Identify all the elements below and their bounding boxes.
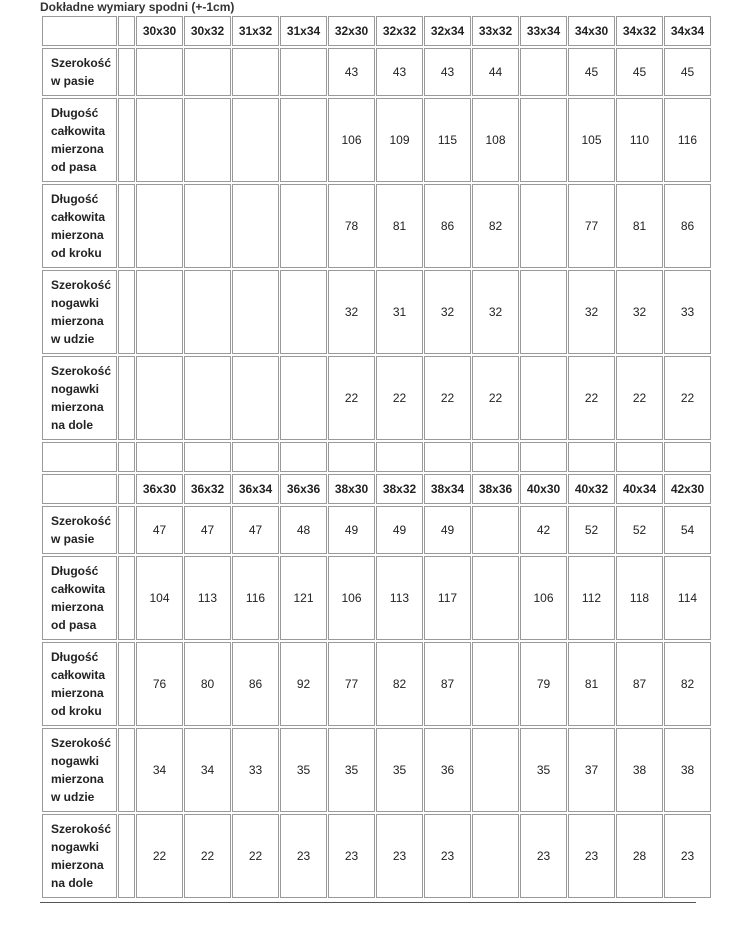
table-value-cell: 48	[280, 506, 327, 554]
row-label-text: Długość całkowita mierzona od kroku	[51, 192, 106, 260]
table-value-cell: 108	[472, 98, 519, 182]
table-value-cell: 82	[376, 642, 423, 726]
table-value-cell: 116	[664, 98, 711, 182]
table-value-cell	[136, 48, 183, 96]
table-value-cell: 36	[424, 728, 471, 812]
size-header-cell: 34x30	[568, 16, 615, 46]
table-value-cell: 22	[568, 356, 615, 440]
table-bottom-border	[40, 902, 696, 903]
size-header-cell: 32x34	[424, 16, 471, 46]
table-value-cell: 32	[568, 270, 615, 354]
table-value-cell: 52	[616, 506, 663, 554]
table-value-cell: 79	[520, 642, 567, 726]
size-header-cell: 38x30	[328, 474, 375, 504]
table-value-cell: 106	[328, 98, 375, 182]
table-value-cell	[232, 48, 279, 96]
table-value-cell: 32	[328, 270, 375, 354]
size-header-cell: 30x30	[136, 16, 183, 46]
table-value-cell: 23	[520, 814, 567, 898]
size-header-cell: 40x30	[520, 474, 567, 504]
table-value-cell: 49	[424, 506, 471, 554]
table-value-cell: 22	[184, 814, 231, 898]
table-value-cell: 35	[280, 728, 327, 812]
table-value-cell	[280, 98, 327, 182]
table-value-cell: 87	[616, 642, 663, 726]
table-value-cell: 54	[664, 506, 711, 554]
table-value-cell	[232, 98, 279, 182]
table-value-cell: 109	[376, 98, 423, 182]
table-value-cell: 113	[376, 556, 423, 640]
table-value-cell: 43	[376, 48, 423, 96]
size-header-cell: 38x36	[472, 474, 519, 504]
page-title: Dokładne wymiary spodni (+-1cm)	[40, 0, 235, 14]
row-label-text: Szerokość nogawki mierzona w udzie	[51, 736, 112, 804]
blank-cell	[42, 442, 117, 472]
table-value-cell: 35	[520, 728, 567, 812]
size-header-cell: 40x34	[616, 474, 663, 504]
table-value-cell: 116	[232, 556, 279, 640]
row-label-text: Szerokość w pasie	[51, 56, 112, 88]
row-label-cell	[42, 642, 117, 726]
row-label-cell	[42, 556, 117, 640]
blank-cell	[376, 442, 423, 472]
table-value-cell: 35	[376, 728, 423, 812]
table-value-cell: 49	[376, 506, 423, 554]
blank-cell	[424, 442, 471, 472]
row-spacer-cell	[118, 506, 135, 554]
table-value-cell: 76	[136, 642, 183, 726]
table-value-cell: 32	[424, 270, 471, 354]
size-header-cell: 36x34	[232, 474, 279, 504]
blank-cell	[136, 442, 183, 472]
table-value-cell: 121	[280, 556, 327, 640]
table-value-cell: 23	[664, 814, 711, 898]
size-header-cell: 36x32	[184, 474, 231, 504]
table-value-cell: 22	[616, 356, 663, 440]
table-value-cell: 44	[472, 48, 519, 96]
table-value-cell	[280, 270, 327, 354]
table-value-cell: 22	[424, 356, 471, 440]
table-value-cell: 34	[184, 728, 231, 812]
table-value-cell: 86	[424, 184, 471, 268]
table-value-cell	[520, 184, 567, 268]
table-value-cell: 31	[376, 270, 423, 354]
table-value-cell: 113	[184, 556, 231, 640]
size-header-cell: 33x32	[472, 16, 519, 46]
row-label-text: Szerokość w pasie	[51, 514, 112, 546]
table-value-cell: 45	[616, 48, 663, 96]
table-value-cell	[520, 356, 567, 440]
row-label-cell	[42, 814, 117, 898]
row-spacer-cell	[118, 48, 135, 96]
table-value-cell: 47	[184, 506, 231, 554]
row-spacer-cell	[118, 98, 135, 182]
header-spacer-cell	[118, 474, 135, 504]
table-value-cell: 45	[568, 48, 615, 96]
row-label-text: Długość całkowita mierzona od pasa	[51, 106, 106, 174]
row-spacer-cell	[118, 642, 135, 726]
row-spacer-cell	[118, 184, 135, 268]
table-value-cell	[280, 184, 327, 268]
table-value-cell: 22	[328, 356, 375, 440]
table-value-cell: 110	[616, 98, 663, 182]
blank-cell	[184, 442, 231, 472]
header-label-cell	[42, 474, 117, 504]
table-value-cell	[520, 98, 567, 182]
row-label-cell	[42, 184, 117, 268]
table-value-cell: 33	[664, 270, 711, 354]
table-value-cell: 47	[136, 506, 183, 554]
table-value-cell	[184, 356, 231, 440]
table-value-cell: 38	[616, 728, 663, 812]
table-value-cell: 106	[328, 556, 375, 640]
size-header-cell: 34x32	[616, 16, 663, 46]
table-value-cell: 22	[472, 356, 519, 440]
blank-cell	[280, 442, 327, 472]
blank-cell	[664, 442, 711, 472]
table-value-cell	[232, 270, 279, 354]
table-value-cell: 43	[424, 48, 471, 96]
size-header-cell: 34x34	[664, 16, 711, 46]
table-value-cell	[232, 356, 279, 440]
row-label-cell	[42, 506, 117, 554]
table-value-cell: 115	[424, 98, 471, 182]
size-header-cell: 42x30	[664, 474, 711, 504]
table-value-cell: 23	[280, 814, 327, 898]
table-value-cell	[520, 270, 567, 354]
size-header-cell: 31x34	[280, 16, 327, 46]
blank-cell	[616, 442, 663, 472]
row-spacer-cell	[118, 356, 135, 440]
blank-cell	[232, 442, 279, 472]
table-value-cell: 52	[568, 506, 615, 554]
table-value-cell: 22	[664, 356, 711, 440]
table-value-cell	[472, 642, 519, 726]
table-value-cell	[136, 270, 183, 354]
size-header-cell: 38x32	[376, 474, 423, 504]
table-value-cell: 47	[232, 506, 279, 554]
table-value-cell	[184, 270, 231, 354]
row-spacer-cell	[118, 814, 135, 898]
table-value-cell: 32	[616, 270, 663, 354]
size-table-viewport	[40, 14, 705, 904]
table-value-cell: 37	[568, 728, 615, 812]
table-value-cell	[280, 48, 327, 96]
table-value-cell	[184, 98, 231, 182]
size-header-cell: 31x32	[232, 16, 279, 46]
table-value-cell: 117	[424, 556, 471, 640]
table-value-cell	[472, 728, 519, 812]
table-value-cell: 49	[328, 506, 375, 554]
row-label-cell	[42, 98, 117, 182]
table-value-cell	[280, 356, 327, 440]
table-value-cell: 78	[328, 184, 375, 268]
table-value-cell: 77	[568, 184, 615, 268]
table-value-cell: 114	[664, 556, 711, 640]
table-value-cell: 23	[424, 814, 471, 898]
row-spacer-cell	[118, 270, 135, 354]
table-value-cell	[472, 556, 519, 640]
table-value-cell: 38	[664, 728, 711, 812]
row-label-text: Długość całkowita mierzona od pasa	[51, 564, 106, 632]
table-value-cell: 23	[376, 814, 423, 898]
size-header-cell: 32x32	[376, 16, 423, 46]
row-spacer-cell	[118, 728, 135, 812]
row-label-text: Długość całkowita mierzona od kroku	[51, 650, 106, 718]
row-label-text: Szerokość nogawki mierzona na dole	[51, 364, 112, 432]
table-value-cell	[520, 48, 567, 96]
table-value-cell: 87	[424, 642, 471, 726]
size-header-cell: 33x34	[520, 16, 567, 46]
table-value-cell: 22	[376, 356, 423, 440]
table-value-cell: 35	[328, 728, 375, 812]
size-header-cell: 40x32	[568, 474, 615, 504]
table-value-cell: 118	[616, 556, 663, 640]
table-value-cell: 34	[136, 728, 183, 812]
table-value-cell: 22	[232, 814, 279, 898]
table-value-cell: 77	[328, 642, 375, 726]
table-value-cell	[136, 356, 183, 440]
row-spacer-cell	[118, 556, 135, 640]
table-value-cell: 22	[136, 814, 183, 898]
table-value-cell: 23	[328, 814, 375, 898]
size-header-cell: 36x36	[280, 474, 327, 504]
table-value-cell: 105	[568, 98, 615, 182]
table-value-cell: 33	[232, 728, 279, 812]
row-label-cell	[42, 270, 117, 354]
row-label-cell	[42, 728, 117, 812]
size-header-cell: 30x32	[184, 16, 231, 46]
table-value-cell: 81	[568, 642, 615, 726]
table-value-cell: 92	[280, 642, 327, 726]
table-value-cell: 112	[568, 556, 615, 640]
row-label-cell	[42, 48, 117, 96]
table-value-cell: 81	[616, 184, 663, 268]
size-header-cell: 36x30	[136, 474, 183, 504]
table-value-cell	[232, 184, 279, 268]
table-value-cell: 81	[376, 184, 423, 268]
row-label-cell	[42, 356, 117, 440]
table-value-cell	[184, 48, 231, 96]
blank-cell	[472, 442, 519, 472]
table-value-cell: 23	[568, 814, 615, 898]
table-value-cell: 82	[664, 642, 711, 726]
header-spacer-cell	[118, 16, 135, 46]
table-value-cell	[472, 814, 519, 898]
blank-cell	[520, 442, 567, 472]
table-value-cell: 45	[664, 48, 711, 96]
table-value-cell: 86	[232, 642, 279, 726]
header-label-cell	[42, 16, 117, 46]
table-value-cell: 104	[136, 556, 183, 640]
table-value-cell: 42	[520, 506, 567, 554]
table-value-cell	[136, 98, 183, 182]
table-value-cell	[136, 184, 183, 268]
blank-cell	[328, 442, 375, 472]
table-value-cell: 43	[328, 48, 375, 96]
blank-cell	[568, 442, 615, 472]
table-value-cell	[184, 184, 231, 268]
table-value-cell: 28	[616, 814, 663, 898]
table-value-cell: 32	[472, 270, 519, 354]
table-value-cell: 82	[472, 184, 519, 268]
table-value-cell	[472, 506, 519, 554]
blank-cell	[118, 442, 135, 472]
table-value-cell: 80	[184, 642, 231, 726]
row-label-text: Szerokość nogawki mierzona w udzie	[51, 278, 112, 346]
size-header-cell: 38x34	[424, 474, 471, 504]
table-value-cell: 106	[520, 556, 567, 640]
table-value-cell: 86	[664, 184, 711, 268]
row-label-text: Szerokość nogawki mierzona na dole	[51, 822, 112, 890]
size-header-cell: 32x30	[328, 16, 375, 46]
